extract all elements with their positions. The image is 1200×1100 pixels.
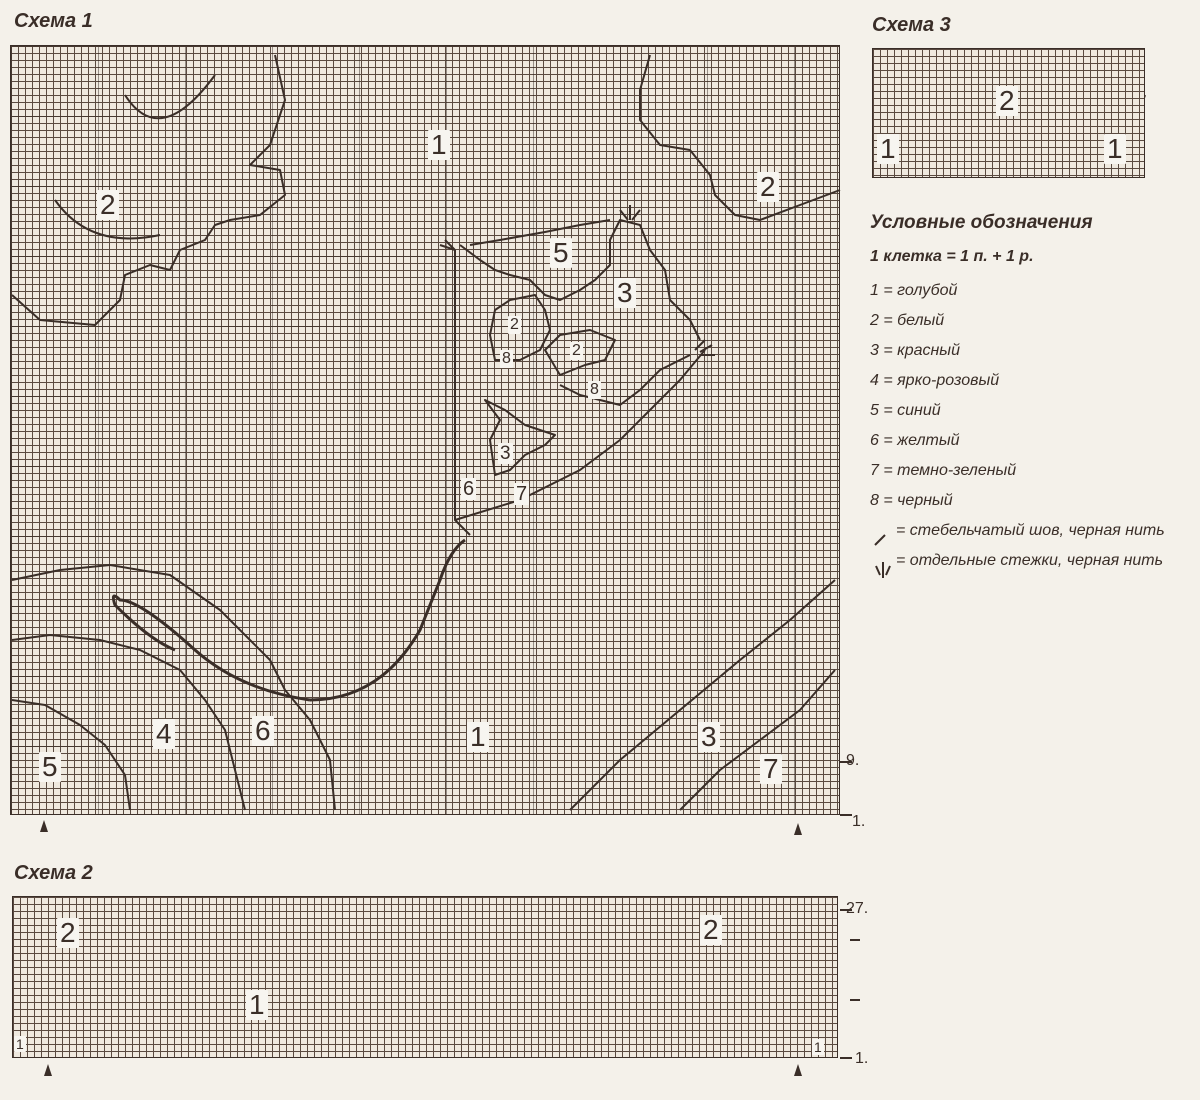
zone-label: 1: [246, 990, 268, 1020]
legend-item: 8 = черный: [870, 492, 953, 509]
row-label: 1.: [852, 813, 866, 830]
zone-label: 2: [97, 190, 119, 220]
separate-stitches-text: = отдельные стежки, черная нить: [896, 552, 1164, 569]
legend-title: Условные обозначения: [870, 212, 1093, 233]
zone-label: 2: [572, 342, 581, 359]
zone-label: 5: [550, 238, 572, 268]
legend-item: 2 = белый: [870, 312, 945, 329]
zone-label: 1: [814, 1039, 822, 1055]
zone-label: 1: [877, 134, 899, 164]
zone-label: 7: [516, 483, 528, 505]
zone-label: 2: [757, 172, 779, 202]
row-label: 1.: [855, 1050, 869, 1067]
zone-label: 2: [700, 915, 722, 945]
legend-item: 1 = голубой: [870, 282, 958, 299]
legend-item: 7 = темно-зеленый: [870, 462, 1017, 479]
zone-label: 7: [760, 754, 782, 784]
zone-label: 6: [463, 478, 475, 500]
zone-label: 8: [590, 381, 599, 398]
zone-label: 1: [16, 1036, 24, 1052]
zone-label: 2: [996, 86, 1018, 116]
zone-label: 8: [502, 350, 511, 367]
zone-label: 1: [467, 722, 489, 752]
stem-stitch-text: = стебельчатый шов, черная нить: [896, 522, 1165, 539]
zone-label: 2: [510, 316, 519, 333]
legend-separate-stitches: [870, 546, 1190, 576]
zone-label: 1: [428, 130, 450, 160]
legend-item: 5 = синий: [870, 402, 941, 419]
scheme1-grid: [10, 45, 840, 815]
zone-label: 2: [57, 918, 79, 948]
end-arrow-icon: [794, 1064, 802, 1076]
zone-label: 1: [1104, 134, 1126, 164]
end-arrow-icon: [794, 823, 802, 835]
legend-item: 4 = ярко-розовый: [870, 372, 1000, 389]
legend-scale: 1 клетка = 1 п. + 1 р.: [870, 248, 1034, 265]
scheme1-title: Схема 1: [14, 10, 93, 32]
legend-item: 3 = красный: [870, 342, 960, 359]
start-arrow-icon: [40, 820, 48, 832]
row-label: 9.: [846, 752, 860, 769]
zone-label: 6: [252, 716, 274, 746]
legend-stem-stitch: [870, 516, 1190, 546]
zone-label: 3: [614, 278, 636, 308]
zone-label: 4: [153, 719, 175, 749]
start-arrow-icon: [44, 1064, 52, 1076]
legend: [870, 212, 1190, 576]
scheme3-title: Схема 3: [872, 14, 951, 36]
legend-item: 6 = желтый: [870, 432, 960, 449]
zone-label: 3: [698, 722, 720, 752]
zone-label: 3: [500, 443, 511, 464]
zone-label: 5: [39, 752, 61, 782]
row-label: 27.: [846, 900, 869, 917]
scheme2-title: Схема 2: [14, 862, 93, 884]
